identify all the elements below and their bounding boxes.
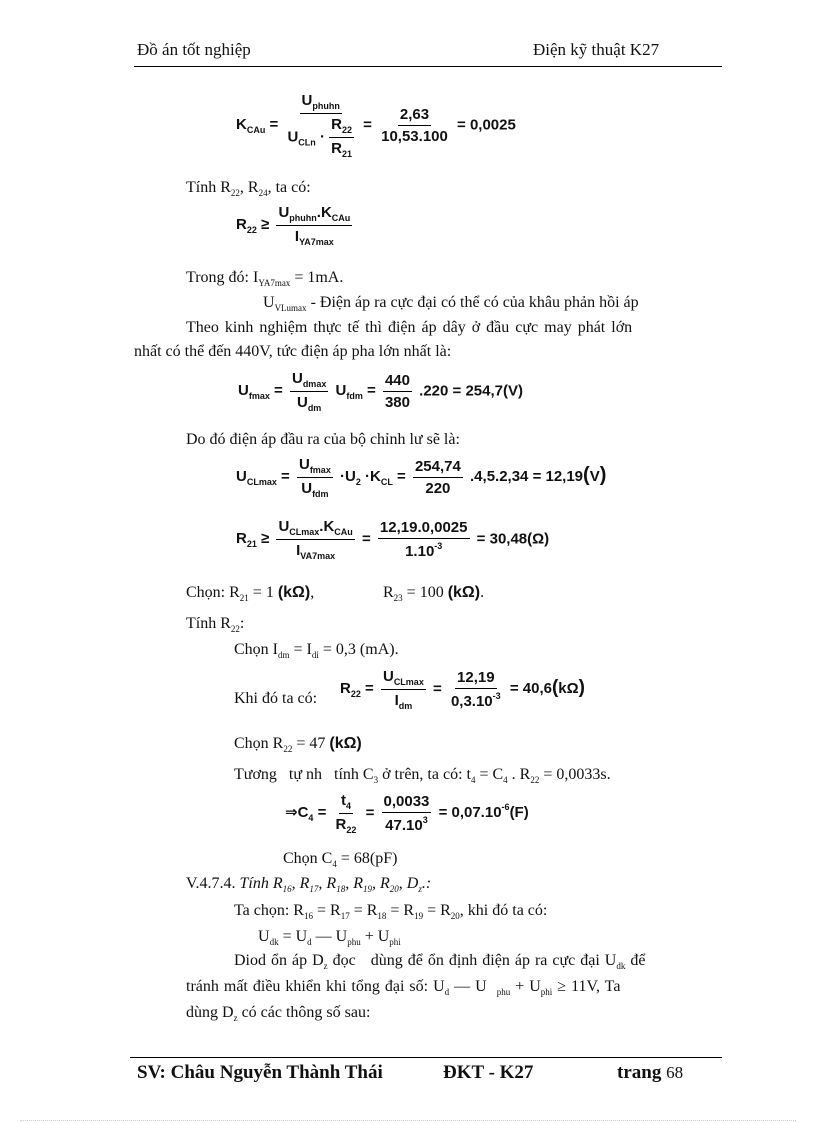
equation-r22-ineq: $R_{22}$ ≥ $\frac{U_{phuhn}.K_{CAu}}{I_{YA7max}}$ bbox=[236, 204, 351, 247]
text-chon-r21: Chọn: $R_{21} = 1$ (kΩ), bbox=[186, 584, 315, 603]
text-do-do: Do đó điện áp đầu ra của bộ chỉnh lư sẽ là: bbox=[186, 431, 460, 448]
text-chon-c4: Chọn $C_4 = 68(pF)$ bbox=[283, 850, 398, 869]
text-para2-line2: tránh mất điều khiển khi tổng đại số: $U_d$ — U $_{phu} + U_{phi} \ge 11V$, Ta bbox=[186, 978, 621, 997]
text-uvl-desc: $U_{VLumax}$ - Điện áp ra cực đại có thể có của khâu phản hồi áp bbox=[263, 294, 639, 313]
header-right: Điện kỹ thuật K27 bbox=[533, 40, 660, 59]
text-para2-line1: Diod ổn áp $D_z$ đọc dùng để ổn định điện áp ra cực đại $U_{dk}$ để bbox=[234, 952, 646, 971]
equation-kcau: $K_{CAu}$ = $U_{phuhn}$ $U_{CLn}$ · $\frac{R_{22}}{R_{21}}$ = $\frac{2,63}{10,53.100}$ = 0,0025 bbox=[236, 92, 516, 159]
text-ta-chon: Ta chọn: $R_{16} = R_{17} = R_{18} = R_{19} = R_{20}$, khi đó ta có: bbox=[234, 902, 548, 921]
text-trong-do: Trong đó: $I_{YA7max} = 1mA$. bbox=[186, 269, 344, 288]
text-tuong-tu: Tương tự nh tính $C_3$ ở trên, ta có: $t_4 = C_4$ . $R_{22} = 0,0033s$. bbox=[234, 766, 611, 785]
equation-c4: $\Rightarrow C_4$ = $\frac{t_4}{R_{22}}$ = $\frac{0,0033}{47.10^3}$ = $0,07.10^{-6}(F)$ bbox=[285, 792, 529, 835]
footer-rule bbox=[130, 1057, 722, 1058]
footer-class: ĐKT - K27 bbox=[443, 1062, 534, 1083]
equation-ufmax: $U_{fmax}$ = $\frac{U_{dmax}}{U_{dm}}$ $U_{fdm}$ = $\frac{440}{380}$ .220 = 254,7(V) bbox=[238, 370, 523, 413]
equation-r21-ineq: $R_{21}$ ≥ $\frac{U_{CLmax}.K_{CAu}}{I_{VA7max}}$ = $\frac{12,19.0,0025}{1.10^{-3}}$ = 30,48(Ω) bbox=[236, 518, 550, 561]
bottom-dotted-line bbox=[20, 1120, 796, 1121]
equation-uclmax: $U_{CLmax}$ = $\frac{U_{fmax}}{U_{fdm}}$ $\cdot U_2 \cdot K_{CL}$ = $\frac{254,74}{220}$ .4,5.2,34 = 12,19(V) bbox=[236, 456, 607, 499]
section-heading: V.4.7.4. Tính $R_{16}$, $R_{17}$, $R_{18}$, $R_{19}$, $R_{20}$, $D_z$.: bbox=[186, 875, 432, 894]
text-khi-do: Khi đó ta có: bbox=[234, 690, 318, 707]
text-chon-idm: Chọn $I_{dm} = I_{di} = 0,3$ (mA). bbox=[234, 641, 399, 660]
header-left: Đồ án tốt nghiệp bbox=[137, 40, 251, 59]
footer-page: trang 68 bbox=[617, 1062, 684, 1083]
text-udk-eq: $U_{dk} = U_d$ — $U_{phu} + U_{phi}$ bbox=[258, 928, 401, 947]
header-rule bbox=[134, 66, 722, 67]
equation-r22: $R_{22}$ = $\frac{U_{CLmax}}{I_{dm}}$ = $\frac{12,19}{0,3.10^{-3}}$ = 40,6(kΩ) bbox=[340, 668, 585, 711]
text-chon-r23: $R_{23} = 100$ (kΩ). bbox=[383, 584, 485, 603]
text-tinh-r22-r24: Tính $R_{22}$, $R_{24}$, ta có: bbox=[186, 179, 311, 198]
text-para1-line2: nhất có thể đến 440V, tức điện áp pha lớn nhất là: bbox=[134, 343, 452, 360]
footer-student: SV: Châu Nguyễn Thành Thái bbox=[137, 1062, 383, 1083]
text-para2-line3: dùng $D_z$ có các thông số sau: bbox=[186, 1004, 371, 1023]
text-chon-r22: Chọn $R_{22} = 47$ (kΩ) bbox=[234, 735, 362, 754]
text-para1-line1: Theo kinh nghiệm thực tế thì điện áp dây ở đầu cực may phát lớn bbox=[186, 319, 633, 336]
text-tinh-r22: Tính $R_{22}$: bbox=[186, 615, 245, 634]
